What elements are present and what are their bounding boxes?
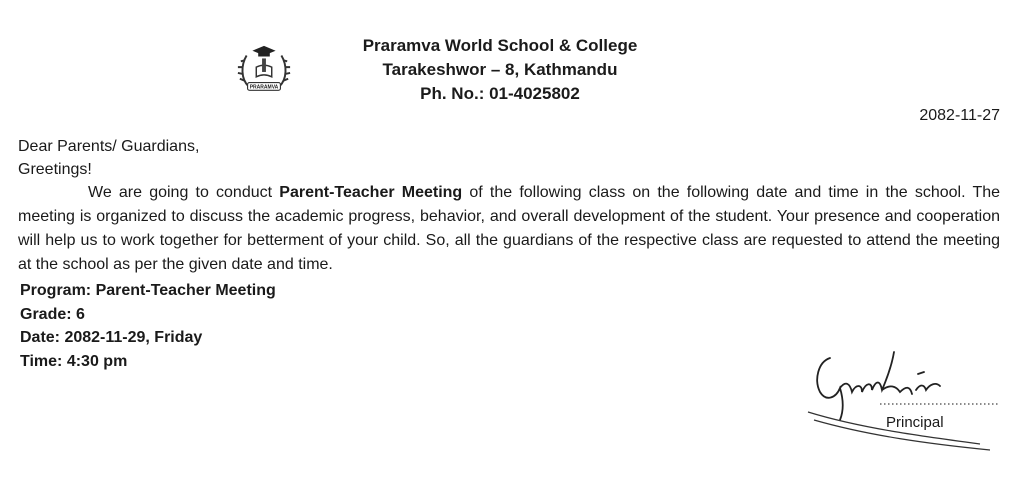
salutation: Dear Parents/ Guardians, [18, 138, 200, 155]
detail-time: Time: 4:30 pm [20, 352, 128, 370]
letterhead [300, 34, 700, 106]
body-highlight: Parent-Teacher Meeting [279, 184, 463, 201]
greeting: Greetings! [18, 161, 92, 178]
school-phone: Ph. No.: 01-4025802 [420, 84, 580, 103]
school-address: Tarakeshwor – 8, Kathmandu [382, 60, 618, 79]
detail-program: Program: Parent-Teacher Meeting [20, 282, 276, 299]
logo-banner-text: PRARAMVA [249, 84, 279, 91]
meeting-details [20, 279, 276, 373]
body-part2: of the following class on the following date and time in the school. The meeting is organized to discuss the academic progress, behavior, and overall development of the student. Your presence and cooperation will help us to work together for betterment of your child. So, all the guardians of the respective class are requested to attend the meeting at the school as per the given date and time. [18, 184, 1001, 273]
notice-body [18, 181, 1000, 277]
principal-signature [800, 340, 1010, 460]
signatory-title: Principal [886, 414, 944, 431]
school-name: Praramva World School & College [362, 36, 638, 55]
notice-date: 2082-11-27 [919, 107, 1000, 124]
body-part1: We are going to conduct [88, 184, 280, 201]
school-logo [235, 42, 293, 100]
detail-grade: Grade: 6 [20, 305, 85, 323]
salutation-block [18, 135, 199, 181]
detail-date: Date: 2082-11-29, Friday [20, 329, 203, 346]
